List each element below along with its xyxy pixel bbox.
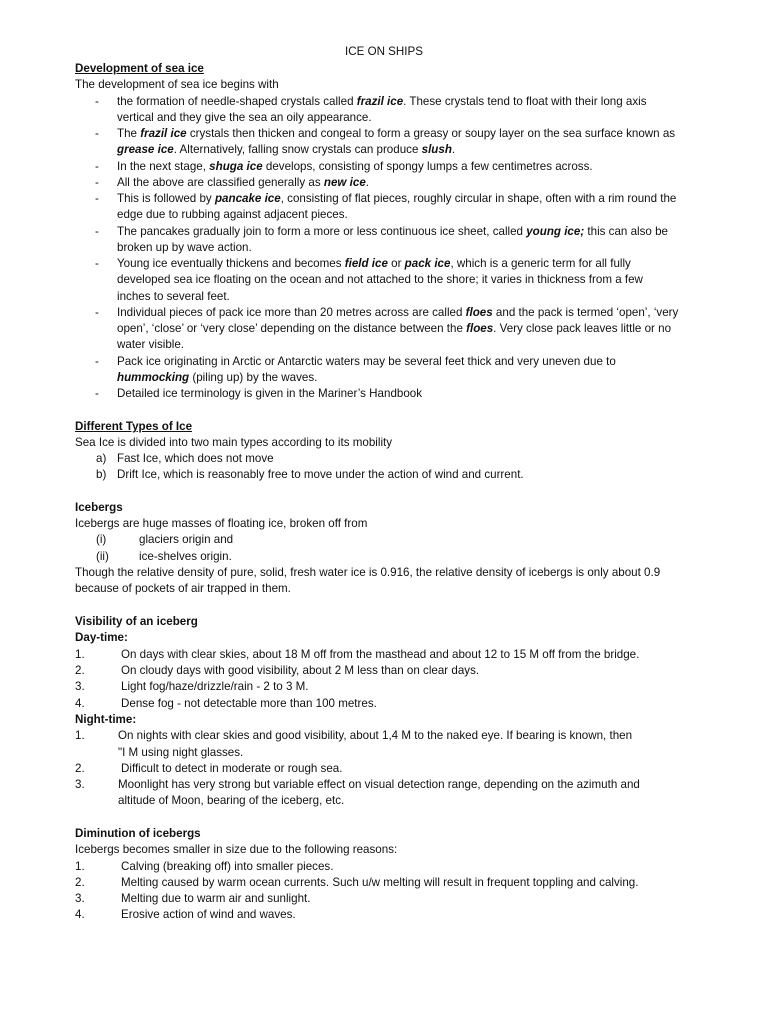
list-item-fast-ice: Fast Ice, which does not move [117,452,274,465]
bullet-dash: - [95,306,99,319]
list-item-ice-shelves: ice-shelves origin. [139,550,232,563]
list-number: 1. [75,729,85,742]
list-item-diminution: Melting caused by warm ocean currents. Such u/w melting will result in frequent toppling and calving. [121,876,639,889]
section-heading-diminution: Diminution of icebergs [75,827,201,840]
diminution-intro: Icebergs becomes smaller in size due to the following reasons: [75,843,398,856]
bullet-dash: - [95,192,99,205]
bullet-dash: - [95,160,99,173]
icebergs-density-line1: Though the relative density of pure, solid, fresh water ice is 0.916, the relative density of icebergs is only about 0.9 [75,566,661,579]
list-item-night-line2: "I M using night glasses. [118,746,244,759]
list-item-diminution: Calving (breaking off) into smaller pieces. [121,860,334,873]
bullet-dash: - [95,355,99,368]
list-number: 3. [75,778,85,791]
bullet-dash: - [95,127,99,140]
bullet-grease-line2: grease ice. Alternatively, falling snow crystals can produce slush. [117,143,456,156]
list-number: 1. [75,860,85,873]
bullet-floes-line1: Individual pieces of pack ice more than 20 metres across are called floes and the pack is termed ‘open’, ‘very [117,306,679,319]
list-marker: (ii) [96,550,109,563]
bullet-hummocking-line1: Pack ice originating in Arctic or Antarctic waters may be several feet thick and very uneven due to [117,355,616,368]
list-item-day: On days with clear skies, about 18 M off from the masthead and about 12 to 15 M off from the bridge. [121,648,640,661]
subheading-night-time: Night-time: [75,713,137,726]
list-item-day: Dense fog - not detectable more than 100 metres. [121,697,377,710]
page-title: ICE ON SHIPS [345,45,423,58]
bullet-shuga: In the next stage, shuga ice develops, consisting of spongy lumps a few centimetres across. [117,160,593,173]
bullet-hummocking-line2: hummocking (piling up) by the waves. [117,371,318,384]
bullet-new-ice: All the above are classified generally as new ice. [117,176,369,189]
bullet-frazil-line1: the formation of needle-shaped crystals called frazil ice. These crystals tend to float with their long axis [117,95,647,108]
bullet-frazil-line2: vertical and they give the sea an oily appearance. [117,111,372,124]
list-number: 3. [75,892,85,905]
bullet-dash: - [95,387,99,400]
list-number: 2. [75,762,85,775]
icebergs-density-line2: because of pockets of air trapped in them. [75,582,291,595]
list-number: 2. [75,664,85,677]
bullet-grease-line1: The frazil ice crystals then thicken and congeal to form a greasy or soupy layer on the sea surface known as [117,127,676,140]
bullet-pack-ice-line2: developed sea ice floating on the ocean and not attached to the shore; it varies in thickness from a few [117,273,643,286]
section-heading-visibility: Visibility of an iceberg [75,615,198,628]
list-item-night-line1: On nights with clear skies and good visibility, about 1,4 M to the naked eye. If bearing is known, then [118,729,633,742]
list-number: 4. [75,697,85,710]
bullet-dash: - [95,95,99,108]
list-item-night: Difficult to detect in moderate or rough sea. [121,762,343,775]
list-number: 3. [75,680,85,693]
bullet-dash: - [95,225,99,238]
list-number: 2. [75,876,85,889]
list-item-drift-ice: Drift Ice, which is reasonably free to move under the action of wind and current. [117,468,524,481]
list-item-diminution: Melting due to warm air and sunlight. [121,892,311,905]
list-item-glaciers: glaciers origin and [139,533,234,546]
list-item-night-line1: Moonlight has very strong but variable effect on visual detection range, depending on the azimuth and [118,778,640,791]
list-number: 4. [75,908,85,921]
list-number: 1. [75,648,85,661]
section-heading-development: Development of sea ice [75,62,204,75]
bullet-young-ice-line1: The pancakes gradually join to form a more or less continuous ice sheet, called young ice; this can also be [117,225,668,238]
bullet-terminology: Detailed ice terminology is given in the Mariner’s Handbook [117,387,423,400]
bullet-young-ice-line2: broken up by wave action. [117,241,252,254]
bullet-floes-line2: open’, ‘close’ or ‘very close’ depending on the distance between the floes. Very close pack leaves little or no [117,322,672,335]
bullet-pancake-line1: This is followed by pancake ice, consisting of flat pieces, roughly circular in shape, often with a rim round the [117,192,677,205]
list-item-day: On cloudy days with good visibility, about 2 M less than on clear days. [121,664,480,677]
list-item-night-line2: altitude of Moon, bearing of the iceberg, etc. [118,794,345,807]
bullet-floes-line3: water visible. [117,338,185,351]
subheading-day-time: Day-time: [75,631,128,644]
list-marker: a) [96,452,107,465]
development-intro: The development of sea ice begins with [75,78,279,91]
icebergs-intro: Icebergs are huge masses of floating ice, broken off from [75,517,368,530]
bullet-dash: - [95,176,99,189]
list-item-diminution: Erosive action of wind and waves. [121,908,296,921]
list-marker: b) [96,468,107,481]
types-intro: Sea Ice is divided into two main types according to its mobility [75,436,393,449]
section-heading-types: Different Types of Ice [75,420,193,433]
list-item-day: Light fog/haze/drizzle/rain - 2 to 3 M. [121,680,309,693]
bullet-pack-ice-line1: Young ice eventually thickens and becomes field ice or pack ice, which is a generic term for all fully [117,257,631,270]
bullet-pack-ice-line3: inches to several feet. [117,290,230,303]
list-marker: (i) [96,533,107,546]
section-heading-icebergs: Icebergs [75,501,123,514]
bullet-dash: - [95,257,99,270]
bullet-pancake-line2: edge due to rubbing against adjacent pieces. [117,208,348,221]
